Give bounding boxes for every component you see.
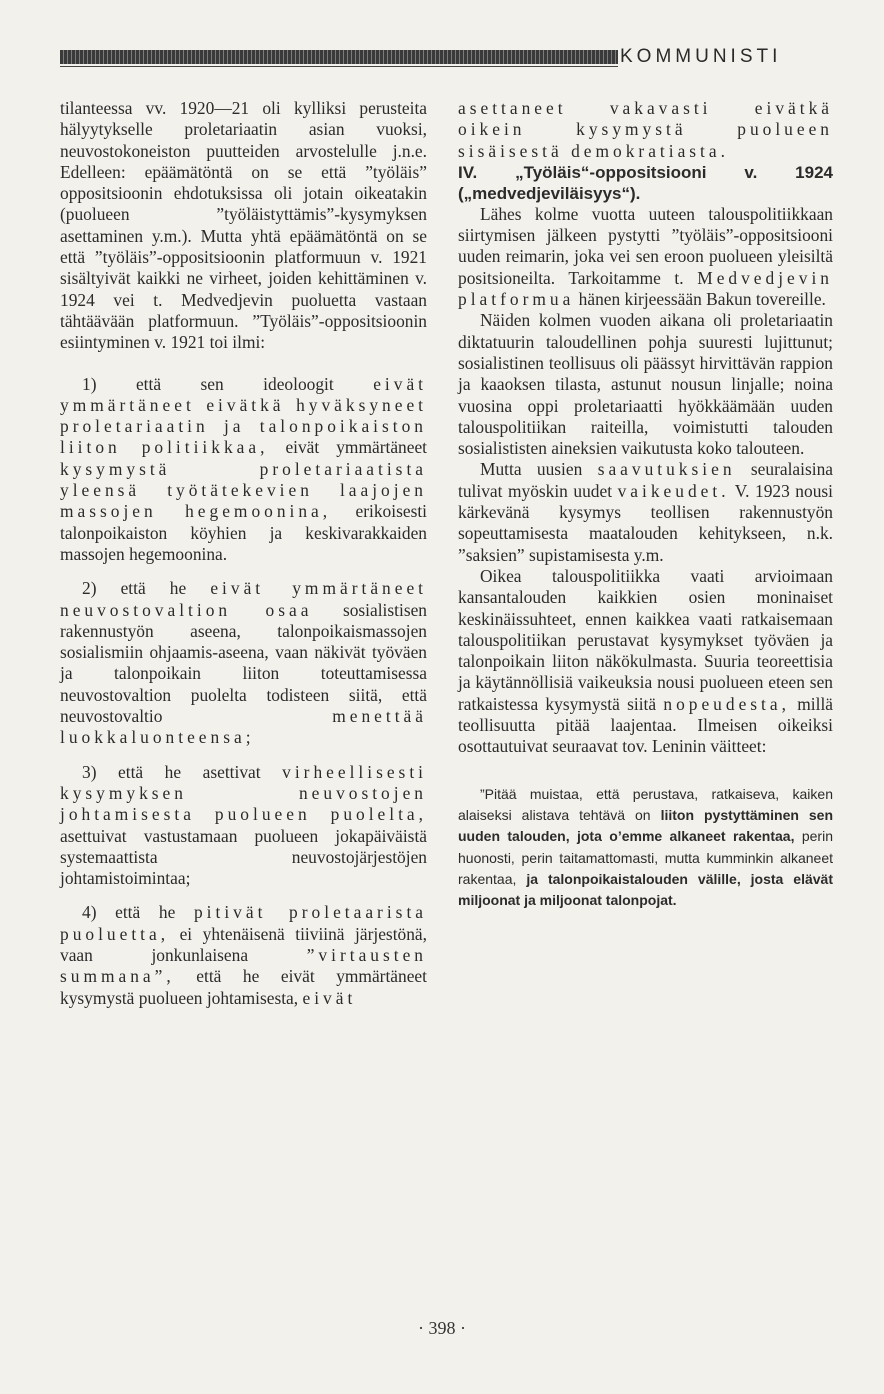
right-paragraph-2-text-a: Lähes kolme vuotta uuteen talouspolitiikkaan siirtymisen jälkeen pystytti ”työläis”-oppositsiooni uuden reimarin, joka vei sen eroon puolueen yleisiltä positsioneilta. Tarkoitamme t. — [458, 203, 833, 288]
list-item-1-text-d: erikoisesti talonpoikaiston köyhien ja keskivarakkaiden massojen hegemoonina. — [60, 501, 427, 564]
lenin-quote — [458, 784, 833, 912]
right-paragraph-4-spaced-d: vaikeudet. — [617, 480, 730, 501]
list-item-2-text-b: sosialistisen rakennustyön aseena, talonpoikaismassojen sosialismiin ohjaamis-aseena, vaan näkivät työväen ja talonpoikain liiton toteuttamisessa neuvostovaltion puolelta todisteen siitä, että neuvostovaltio — [60, 599, 427, 727]
right-paragraph-4 — [458, 459, 833, 565]
lenin-quote-text-c: perin huonosti, perin taitamattomasti, mutta kumminkin alkaneet rakentaa, — [458, 828, 833, 887]
right-paragraph-1-spaced: asettaneet vakavasti eivätkä oikein kysymystä puolueen sisäisestä demokratiasta. — [458, 98, 833, 161]
right-paragraph-4-text-a: Mutta uusien — [480, 459, 583, 480]
list-item-3-lead: 3) että he asettivat — [82, 761, 261, 782]
section-heading: IV. „Työläis“-oppositsiooni v. 1924 („medvedjeviläisyys“). — [458, 162, 833, 203]
lenin-quote-bold-b: liiton pystyttäminen sen uuden talouden, jota o’emme alkaneet rakentaa, — [458, 806, 834, 845]
lenin-quote-bold-d: ja talonpoikaistalouden välille, josta elävät miljoonat ja miljoonat talonpojat. — [458, 870, 833, 909]
list-item-4-lead: 4) että he — [82, 902, 176, 923]
lenin-quote-text-a: ”Pitää muistaa, että perustava, ratkaiseva, kaiken alaiseksi alistava tehtävä on — [458, 785, 833, 823]
list-item-1 — [60, 374, 427, 566]
list-item-1-lead: 1) että sen ideoloogit — [82, 373, 334, 394]
list-item-2-spaced-a: eivät ymmärtäneet neuvostovaltion osaa — [60, 578, 428, 620]
right-paragraph-1 — [458, 98, 833, 162]
list-item-4-spaced-c: ”virtausten summana”, — [60, 944, 427, 987]
right-paragraph-5-text-c: millä teollisuutta pitää laajentaa. Ilmeisen oikeiksi osottautuivat seuraavat tov. Leninin väitteet: — [458, 693, 833, 757]
left-paragraph-1: tilanteessa vv. 1920—21 oli kylliksi perusteita hälyytykselle proletariaatin asian vuoksi, neuvostokoneiston puutteiden arvostelulle j.n.e. Edelleen: epäämätöntä on se että ”työläis” oppositsioonin ehdotuksissa oli jotain oikeatakin (puolueen ”työläistyttämis”-kysymyksen asettaminen y.m.). Mutta yhtä epäämätöntä on se että ”työläis”-oppositsioonin platformuun v. 1921 sisältyivät kaikki ne virheet, joiden kehittäminen v. 1924 vei t. Medvedjevin puoluetta vastaan tähtäävään platformuun. ”Työläis”-oppositsioonin esiintyminen v. 1921 toi ilmi: — [60, 98, 427, 353]
list-item-4-text-d: että he eivät ymmärtäneet kysymystä puolueen johtamisesta, — [60, 966, 427, 1008]
list-item-2 — [60, 578, 427, 748]
list-item-2-lead: 2) että he — [82, 578, 187, 599]
right-paragraph-4-spaced-b: saavutuksien — [597, 459, 736, 480]
right-paragraph-2-spaced-b: Medvedjevin platformua — [458, 267, 833, 310]
list-item-4-spaced-e: eivät — [302, 987, 357, 1008]
running-header-title: KOMMUNISTI — [620, 46, 782, 67]
header-rule — [60, 50, 618, 64]
list-item-1-text-b: eivät ymmärtäneet — [285, 437, 427, 458]
right-column — [458, 98, 833, 911]
right-paragraph-2-text-c: hänen kirjeessään Bakun tovereille. — [578, 289, 826, 310]
page-number: · 398 · — [418, 1318, 466, 1338]
list-item-4 — [60, 902, 427, 1008]
list-item-4-spaced-a: pitivät proletaarista puoluetta, — [60, 902, 427, 944]
list-item-2-spaced-c: menettää luokkaluonteensa; — [60, 706, 427, 748]
right-paragraph-4-text-e: V. 1923 nousi kärkevänä kysymys teollisen rakennustyön sopeuttamisesta maatalouden kehitykseen, n.k. ”saksien” supistamisesta y.m. — [458, 480, 833, 565]
right-paragraph-5-text-a: Oikea talouspolitiikka vaati arvioimaan kansantalouden kaikkien osien moninaiset keskinäissuhteet, ennen kaikkea vaati ratkaisemaan talouspolitiikan perustavat kysymykset työväen ja talonpoikain liiton näkökulmasta. Suuria teoreettisia ja käytännöllisiä vaikeuksia nousi puolueen eteen sen ratkaistessa kysymystä siitä — [458, 565, 833, 714]
list-item-3 — [60, 762, 427, 890]
right-paragraph-2 — [458, 204, 833, 310]
right-paragraph-5 — [458, 566, 833, 758]
left-column — [60, 98, 427, 1009]
right-paragraph-5-spaced-b: nopeudesta, — [663, 693, 790, 714]
list-item-3-spaced-a: virheellisesti kysymyksen neuvostojen johtamisesta puolueen puolelta, — [60, 761, 427, 825]
right-paragraph-3: Näiden kolmen vuoden aikana oli proletariaatin diktatuurin taloudellinen pohja suuresti lujittunut; sosialistinen teollisuus oli päässyt hirvittävän rappion ja kaaoksen tilasta, astunut nousun linjalle; noina vuosina oppi proletariaatti hyökkäämään uuden talouspolitiikan raiteilla, voimistutti talouden sosialististen aineksien vaikutusta koko talouteen. — [458, 310, 833, 459]
right-paragraph-4-text-c: seuralaisina tulivat myöskin uudet — [458, 459, 833, 501]
list-item-3-text-b: asettuivat vastustamaan puolueen jokapäiväistä systemaattista neuvostojärjestöjen johtamistoimintaa; — [60, 825, 427, 889]
list-item-4-text-b: ei yhtenäisenä tiiviinä järjestönä, vaan jonkunlaisena — [60, 923, 427, 965]
list-item-1-spaced-c: kysymystä proletariaatista yleensä työtätekevien laajojen massojen hegemoonina, — [60, 458, 427, 522]
list-item-1-spaced-a: eivät ymmärtäneet eivätkä hyväksyneet proletariaatin ja talonpoikaiston liiton politiikkaa, — [60, 373, 427, 458]
